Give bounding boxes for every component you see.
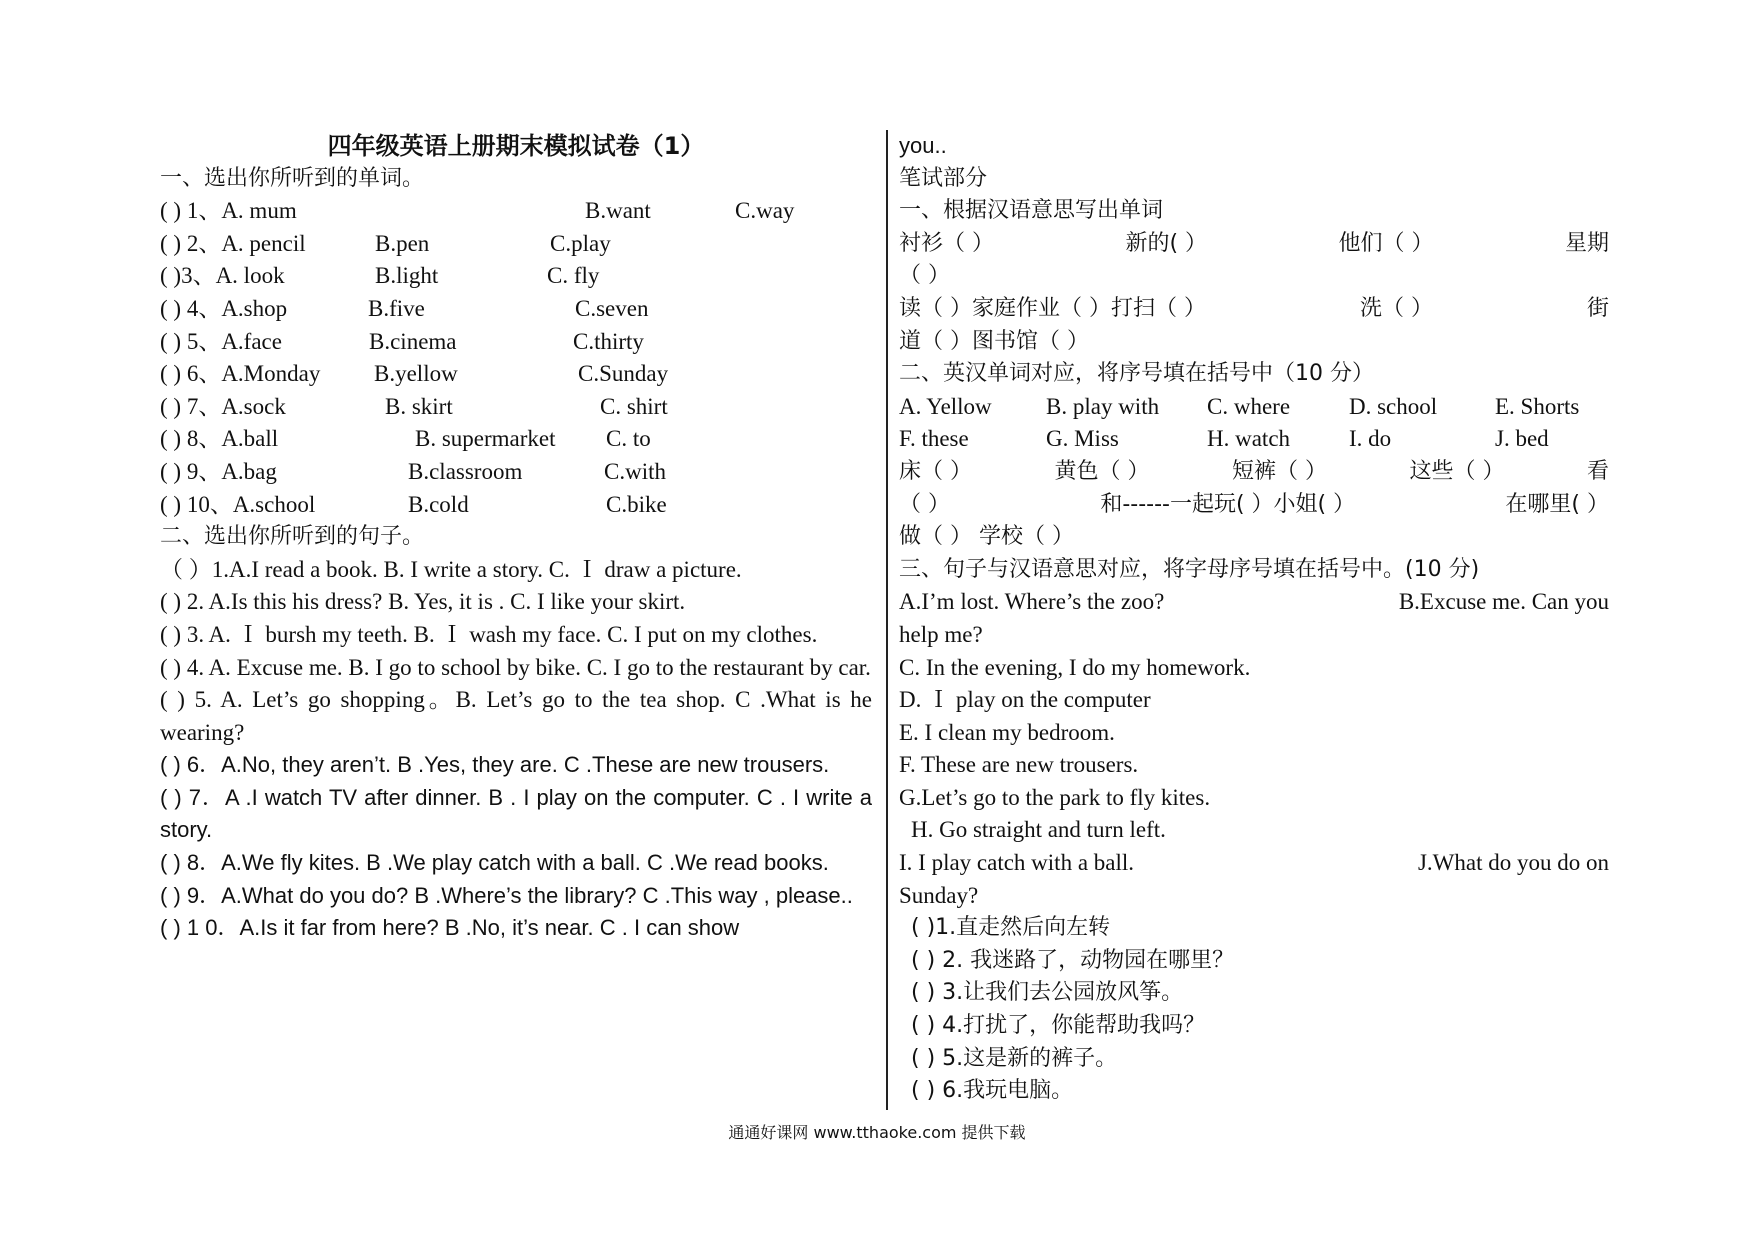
sentence-question: ( ) 6．A.No, they aren’t. B .Yes, they are. C .These are new trousers. [160,752,830,778]
match-question: ( ) 5.这是新的裤子。 [911,1045,1118,1071]
word-option: B. play with [1046,393,1160,419]
chinese-word-line: 读（ ）家庭作业（ ）打扫（ ） 洗（ ） 街 [899,295,1609,321]
word-option: I. do [1349,426,1392,452]
section-2-heading: 二、选出你所听到的句子。 [160,524,425,550]
chinese-match-line: 做（ ） 学校（ ） [899,524,1074,550]
word-question: ( ) 1、A. mum B.want C.way [160,198,795,224]
sentence-option-row: I. I play catch with a ball. J.What do you do on [899,850,1609,876]
word-question: ( )3、A. look B.light C. fly [160,263,600,289]
right-column [899,130,1609,1108]
word-question: ( ) 7、A.sock B. skirt C. shirt [160,393,668,419]
word-question: ( ) 2、A. pencil B.pen C.play [160,230,611,256]
word-option: D. school [1349,393,1438,419]
match-question: ( )1.直走然后向左转 [911,915,1111,941]
word-question: ( ) 5、A.face B.cinema C.thirty [160,328,644,354]
sentence-option: Sunday? [899,882,979,908]
sentence-question: ( ) 4. A. Excuse me. B. I go to school by bike. C. I go to the restaurant by car. [160,654,871,680]
english-word-grid [899,391,1609,456]
page-title: 四年级英语上册期末模拟试卷（1） [327,132,705,160]
column-divider [886,130,888,1110]
section-r3-heading: 三、句子与汉语意思对应，将字母序号填在括号中。(10 分) [899,556,1480,582]
sentence-question: ( ) 2. A.Is this his dress? B. Yes, it is . C. I like your skirt. [160,589,686,615]
word-option: A. Yellow [899,393,992,419]
match-question: ( ) 6.我玩电脑。 [911,1078,1074,1104]
sentence-question: ( ) 5. A. Let’s go shopping。B. Let’s go to the tea shop. C .What is he wearing? [160,687,872,745]
match-question: ( ) 3.让我们去公园放风筝。 [911,980,1184,1006]
footer-source: 通通好课网 www.tthaoke.com 提供下载 [728,1123,1026,1142]
sentence-option: D. Ｉ play on the computer [899,687,1151,713]
sentence-option: E. I clean my bedroom. [899,719,1115,745]
section-r2-heading: 二、英汉单词对应，将序号填在括号中（10 分） [899,361,1374,387]
chinese-match-line: 床（ ） 黄色（ ） 短裤（ ） 这些（ ） 看 [899,458,1609,484]
sentence-option-row: A.I’m lost. Where’s the zoo? B.Excuse me. Can you [899,589,1609,615]
word-option: E. Shorts [1495,393,1580,419]
continued-text: you.. [899,133,947,158]
sentence-option: F. These are new trousers. [899,752,1139,778]
left-column [160,130,872,945]
match-question-list [899,912,1609,1108]
sentence-question: ( ) 7．A .I watch TV after dinner. B . I play on the computer. C . I write a story. [160,784,872,843]
word-question-list [160,195,872,521]
sentence-option: C. In the evening, I do my homework. [899,654,1251,680]
section-r1-heading: 一、根据汉语意思写出单词 [899,198,1164,224]
sentence-question: ( ) 1 0．A.Is it far from here? B .No, it’s near. C . I can show [160,915,740,941]
chinese-word-line: 道（ ）图书馆（ ） [899,328,1089,354]
sentence-option: H. Go straight and turn left. [911,817,1166,843]
word-question: ( ) 4、A.shop B.five C.seven [160,295,649,321]
section-1-heading: 一、选出你所听到的单词。 [160,165,425,191]
written-part-heading: 笔试部分 [899,165,988,191]
sentence-option: G.Let’s go to the park to fly kites. [899,784,1211,810]
word-option: G. Miss [1046,426,1119,452]
chinese-word-line: （ ） [899,263,950,289]
word-option: H. watch [1207,426,1291,452]
sentence-question: （ ）1.A.I read a book. B. I write a story. C. Ｉ draw a picture. [160,556,742,582]
chinese-match-line: （ ） 和------一起玩( ）小姐( ） 在哪里( ） [899,491,1609,517]
word-question: ( ) 8、A.ball B. supermarket C. to [160,426,651,452]
chinese-word-line: 衬衫（ ） 新的( ） 他们（ ） 星期 [899,230,1609,256]
sentence-question-list [160,554,872,945]
word-question: ( ) 10、A.school B.cold C.bike [160,491,667,517]
sentence-question: ( ) 8．A.We fly kites. B .We play catch with a ball. C .We read books. [160,850,829,876]
word-option: C. where [1207,393,1291,419]
word-question: ( ) 9、A.bag B.classroom C.with [160,458,666,484]
match-question: ( ) 4.打扰了，你能帮助我吗？ [911,1013,1206,1039]
sentence-question: ( ) 9．A.What do you do? B .Where’s the library? C .This way , please.. [160,882,853,908]
word-option: J. bed [1495,426,1549,452]
sentence-option: help me? [899,621,983,647]
word-question: ( ) 6、A.Monday B.yellow C.Sunday [160,361,669,387]
word-option: F. these [899,426,969,452]
match-question: ( ) 2. 我迷路了，动物园在哪里？ [911,947,1235,973]
sentence-question: ( ) 3. A. Ｉ bursh my teeth. B. Ｉ wash my face. C. I put on my clothes. [160,621,818,647]
